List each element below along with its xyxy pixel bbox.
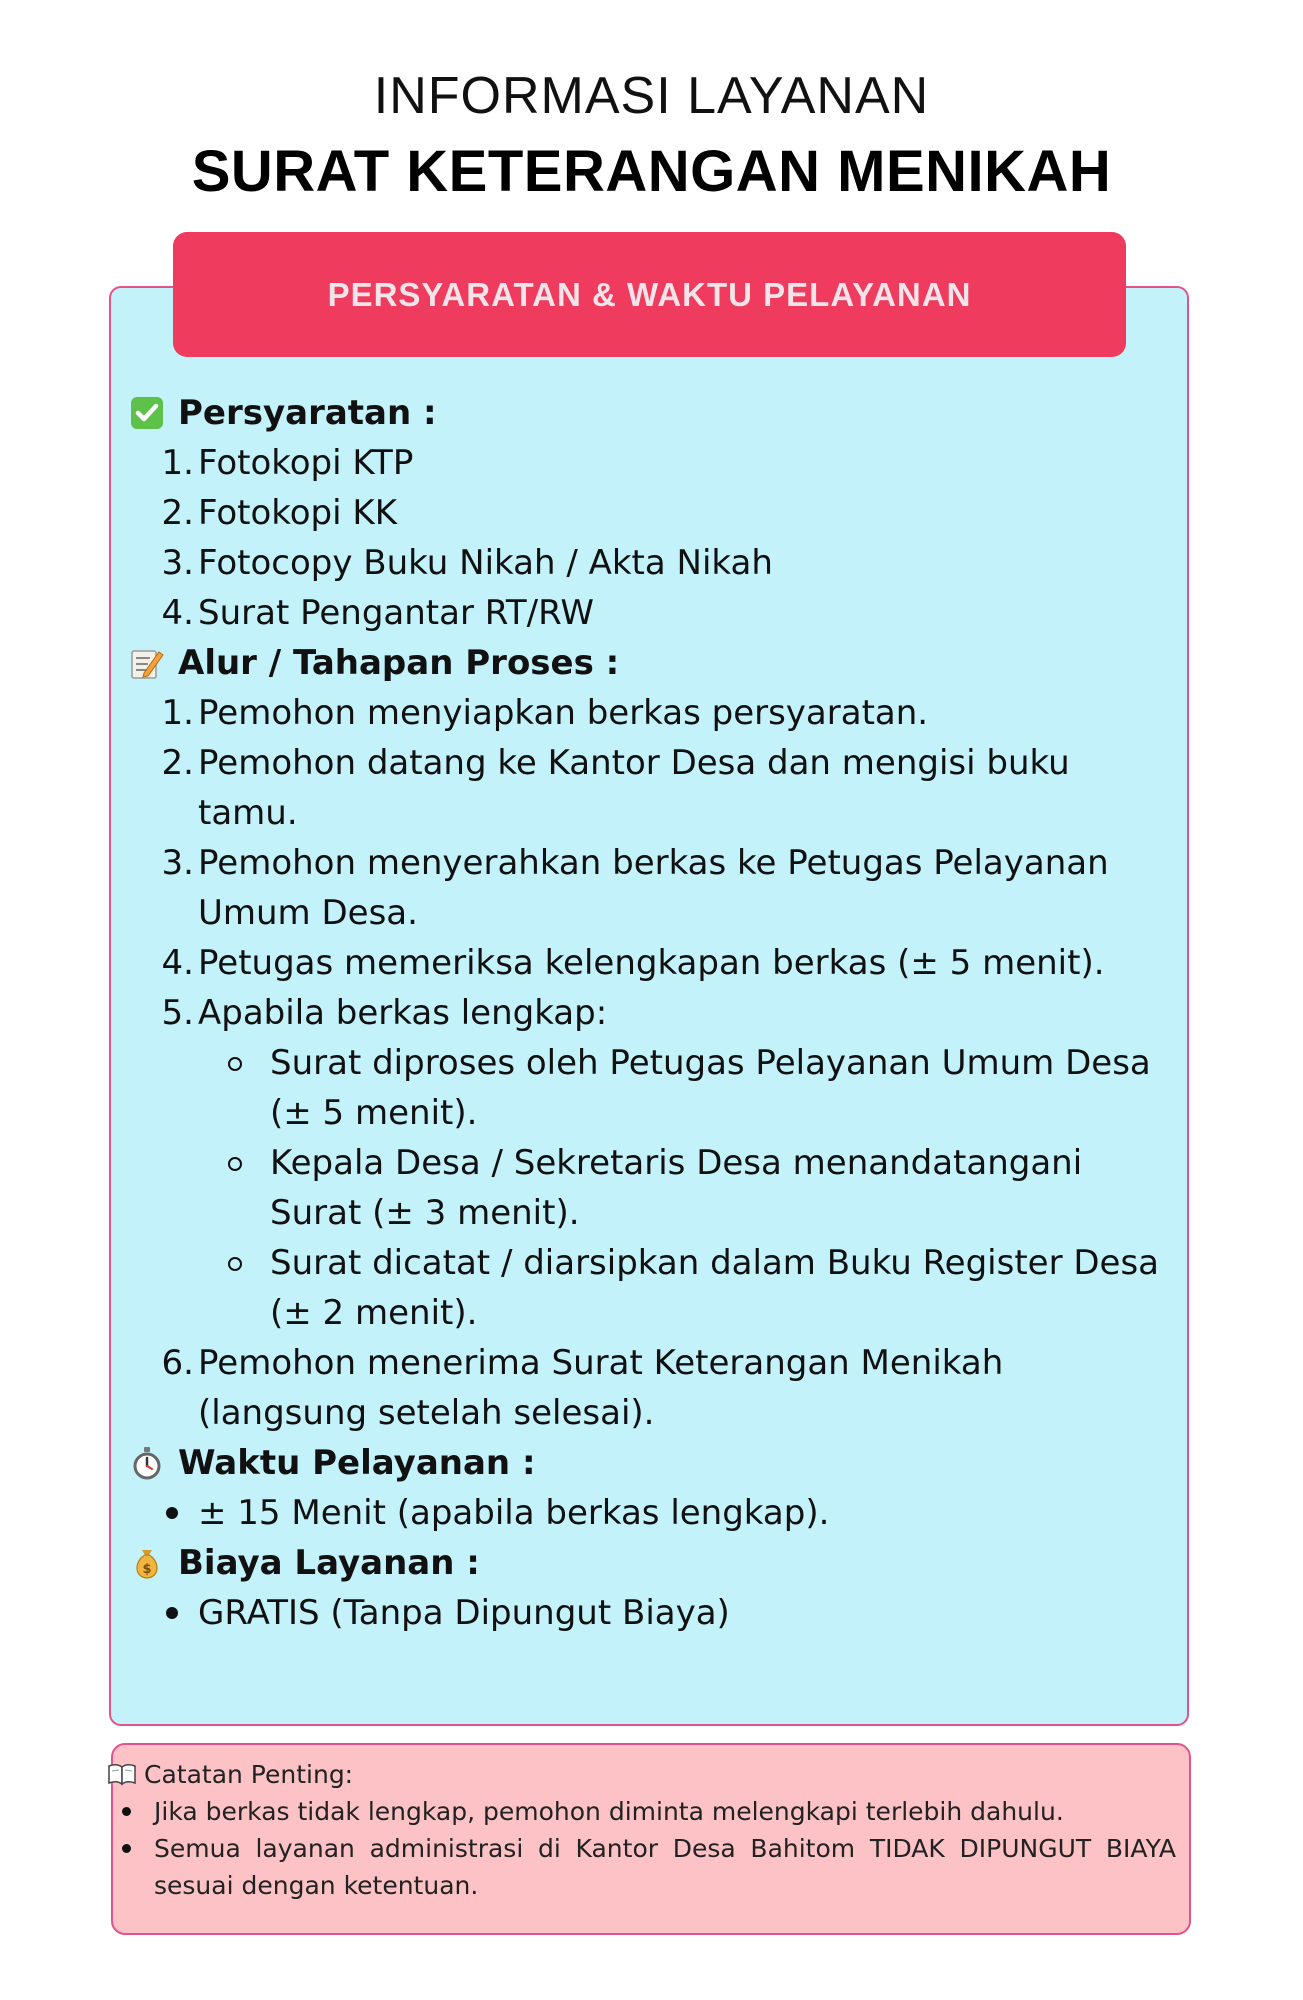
svg-text:$: $ bbox=[142, 1562, 152, 1577]
circle-bullet-icon bbox=[214, 1238, 270, 1338]
item-text: Pemohon menerima Surat Keterangan Menikah (langsung setelah selesai). bbox=[198, 1343, 1004, 1433]
list-item bbox=[128, 988, 1168, 1038]
list-item bbox=[128, 688, 1168, 738]
list-item bbox=[128, 738, 1168, 838]
item-number: 3. bbox=[161, 543, 194, 583]
info-content bbox=[128, 388, 1168, 1638]
list-item bbox=[108, 1793, 1176, 1830]
item-text: Surat Pengantar RT/RW bbox=[198, 593, 594, 633]
circle-bullet-icon bbox=[214, 1138, 270, 1238]
check-box-icon bbox=[128, 394, 166, 432]
process-list bbox=[128, 688, 1168, 1038]
list-item bbox=[128, 538, 1168, 588]
section-banner bbox=[173, 232, 1126, 357]
process-heading-label: Alur / Tahapan Proses : bbox=[178, 643, 620, 683]
service-time-list bbox=[128, 1488, 1168, 1538]
list-item bbox=[128, 1238, 1168, 1338]
list-item bbox=[128, 1338, 1168, 1438]
process-heading bbox=[128, 638, 1168, 688]
item-text: Surat diproses oleh Petugas Pelayanan Umum Desa (± 5 menit). bbox=[270, 1043, 1151, 1133]
item-text: Fotocopy Buku Nikah / Akta Nikah bbox=[198, 543, 773, 583]
item-number: 4. bbox=[161, 593, 194, 633]
stopwatch-icon bbox=[128, 1444, 166, 1482]
item-text: Jika berkas tidak lengkap, pemohon diminta melengkapi terlebih dahulu. bbox=[154, 1797, 1064, 1826]
item-number: 3. bbox=[161, 843, 194, 883]
bullet-icon bbox=[158, 1588, 198, 1638]
list-item bbox=[128, 1588, 1168, 1638]
item-text: Surat dicatat / diarsipkan dalam Buku Register Desa (± 2 menit). bbox=[270, 1243, 1160, 1333]
open-book-icon bbox=[108, 1762, 138, 1788]
item-text: Fotokopi KTP bbox=[198, 443, 414, 483]
notes-heading-label: Catatan Penting: bbox=[144, 1760, 354, 1789]
item-text: Pemohon menyerahkan berkas ke Petugas Pelayanan Umum Desa. bbox=[198, 843, 1109, 933]
page-title-line2: SURAT KETERANGAN MENIKAH bbox=[191, 139, 1112, 204]
list-item bbox=[128, 438, 1168, 488]
bullet-icon bbox=[108, 1793, 154, 1830]
item-number: 1. bbox=[161, 693, 194, 733]
bullet-icon bbox=[108, 1830, 154, 1904]
requirements-list bbox=[128, 438, 1168, 638]
item-text: ± 15 Menit (apabila berkas lengkap). bbox=[198, 1493, 830, 1533]
list-item bbox=[128, 938, 1168, 988]
item-text: Apabila berkas lengkap: bbox=[198, 993, 608, 1033]
section-banner-label: PERSYARATAN & WAKTU PELAYANAN bbox=[327, 275, 972, 313]
list-item bbox=[128, 488, 1168, 538]
memo-pencil-icon bbox=[128, 644, 166, 682]
service-fee-heading bbox=[128, 1538, 1168, 1588]
item-text: GRATIS (Tanpa Dipungut Biaya) bbox=[198, 1593, 730, 1633]
money-bag-icon bbox=[128, 1544, 166, 1582]
bullet-icon bbox=[158, 1488, 198, 1538]
item-text: Kepala Desa / Sekretaris Desa menandatangani Surat (± 3 menit). bbox=[270, 1143, 1083, 1233]
service-fee-heading-label: Biaya Layanan : bbox=[178, 1543, 480, 1583]
item-text: Petugas memeriksa kelengkapan berkas (± 5 menit). bbox=[198, 943, 1105, 983]
service-time-heading-label: Waktu Pelayanan : bbox=[178, 1443, 536, 1483]
item-text: Pemohon datang ke Kantor Desa dan mengisi buku tamu. bbox=[198, 743, 1070, 833]
item-text: Pemohon menyiapkan berkas persyaratan. bbox=[198, 693, 929, 733]
list-item bbox=[128, 838, 1168, 938]
requirements-heading-label: Persyaratan : bbox=[178, 393, 437, 433]
page-title-line1: INFORMASI LAYANAN bbox=[373, 67, 930, 125]
list-item bbox=[108, 1830, 1176, 1904]
item-number: 2. bbox=[161, 743, 194, 783]
list-item bbox=[128, 588, 1168, 638]
requirements-heading bbox=[128, 388, 1168, 438]
notes-list bbox=[108, 1793, 1176, 1904]
item-number: 4. bbox=[161, 943, 194, 983]
item-text: Semua layanan administrasi di Kantor Desa Bahitom TIDAK DIPUNGUT BIAYA sesuai dengan ketentuan. bbox=[154, 1834, 1176, 1900]
item-number: 2. bbox=[161, 493, 194, 533]
service-time-heading bbox=[128, 1438, 1168, 1488]
list-item bbox=[128, 1038, 1168, 1138]
list-item bbox=[128, 1488, 1168, 1538]
item-text: Fotokopi KK bbox=[198, 493, 397, 533]
list-item bbox=[128, 1138, 1168, 1238]
item-number: 6. bbox=[161, 1343, 194, 1383]
process-list-continued bbox=[128, 1338, 1168, 1438]
item-number: 5. bbox=[161, 993, 194, 1033]
service-fee-list bbox=[128, 1588, 1168, 1638]
circle-bullet-icon bbox=[214, 1038, 270, 1138]
item-number: 1. bbox=[161, 443, 194, 483]
notes-heading bbox=[108, 1756, 1176, 1793]
notes-content bbox=[108, 1756, 1176, 1904]
process-substeps bbox=[128, 1038, 1168, 1338]
